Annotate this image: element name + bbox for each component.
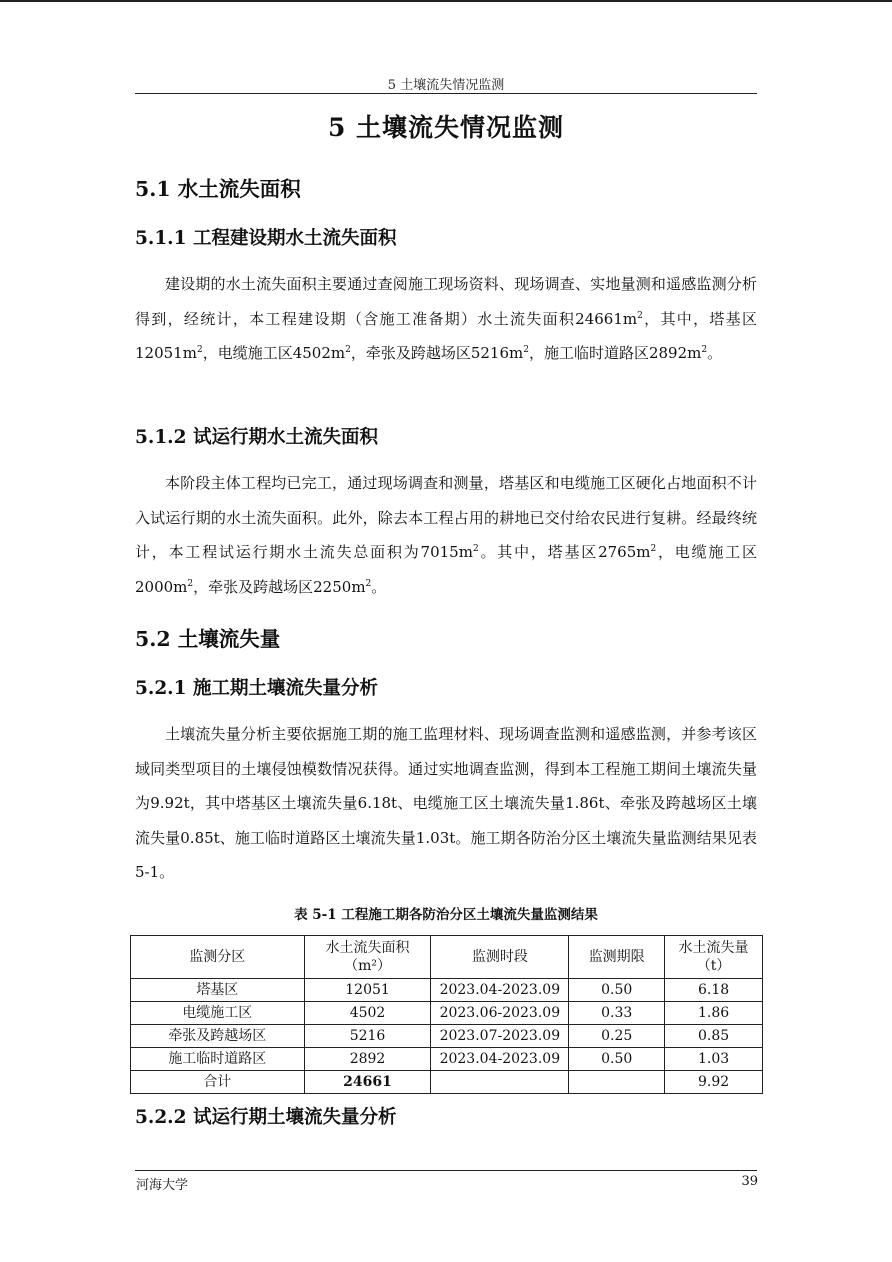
superscript: 2: [523, 345, 529, 355]
section-5-1-2-paragraph: [135, 466, 757, 604]
cell-zone: 电缆施工区: [131, 1002, 305, 1025]
superscript: 2: [472, 544, 479, 554]
para-text: 。其中，塔基区2765m: [478, 543, 651, 561]
header-loss: [665, 936, 763, 979]
table-total-row: [131, 1071, 763, 1094]
header-area-line1: 水土流失面积: [325, 940, 410, 956]
cell-loss: 1.03: [665, 1048, 763, 1071]
superscript: 2: [196, 345, 203, 355]
superscript: 2: [187, 578, 194, 589]
para-text: 建设期的水土流失面积主要通过查阅施工现场资料、现场调查、实地量测和遥感监测分析得到，经统计，本工程建设期（含施工准备期）水土流失面积24661m: [135, 275, 757, 328]
table-row: [131, 1025, 763, 1048]
cell-total-loss: 9.92: [665, 1071, 763, 1094]
superscript: 2: [345, 345, 351, 355]
cell-loss: 1.86: [665, 1002, 763, 1025]
table-row: [131, 1048, 763, 1071]
cell-zone: 施工临时道路区: [131, 1048, 305, 1071]
table-row: [131, 1002, 763, 1025]
para-text: ，牵张及跨越场区2250m: [193, 577, 366, 596]
superscript: 2: [637, 310, 643, 321]
cell-period: 2023.07-2023.09: [431, 1025, 569, 1048]
header-loss-unit: （t）: [696, 958, 731, 974]
section-5-2-1-heading: 5.2.1 施工期土壤流失量分析: [135, 678, 378, 699]
cell-total-area: 24661: [304, 1071, 431, 1094]
cell-loss: 6.18: [665, 979, 763, 1002]
cell-area: 12051: [304, 979, 431, 1002]
cell-total-label: 合计: [131, 1071, 305, 1094]
table-row: [131, 979, 763, 1002]
header-area-unit: （m²）: [344, 958, 391, 974]
para-text: 。: [707, 344, 723, 362]
para-text: 本阶段主体工程均已完工，通过现场调查和测量，塔基区和电缆施工区硬化占地面积不计入试运行期的水土流失面积。此外，除去本工程占用的耕地已交付给农民进行复耕。经最终统计，本工程试运行期水土流失总面积为7015m: [135, 474, 757, 561]
monitoring-results-table: [130, 935, 763, 1094]
cell-total-term: [569, 1071, 665, 1094]
footer-institution: 河海大学: [136, 1178, 189, 1193]
footer-rule: [135, 1170, 757, 1171]
page-top-border: [0, 0, 892, 2]
page-number: 39: [741, 1174, 758, 1189]
cell-zone: 塔基区: [131, 979, 305, 1002]
header-term: 监测期限: [569, 936, 665, 979]
cell-area: 2892: [304, 1048, 431, 1071]
cell-total-period: [431, 1071, 569, 1094]
cell-period: 2023.04-2023.09: [431, 979, 569, 1002]
cell-term: 0.25: [569, 1025, 665, 1048]
header-loss-line1: 水土流失量: [678, 940, 749, 956]
header-area: [304, 936, 431, 979]
table-header-row: [131, 936, 763, 979]
cell-term: 0.33: [569, 1002, 665, 1025]
header-zone: 监测分区: [131, 936, 305, 979]
para-text: ，电缆施工区2000m: [135, 543, 757, 596]
section-5-2-heading: 5.2 土壤流失量: [135, 627, 281, 651]
cell-period: 2023.04-2023.09: [431, 1048, 569, 1071]
section-5-1-1-paragraph: [135, 267, 757, 371]
cell-area: 4502: [304, 1002, 431, 1025]
para-text: ，施工临时道路区2892m: [528, 344, 702, 362]
cell-loss: 0.85: [665, 1025, 763, 1048]
section-5-1-2-heading: 5.1.2 试运行期水土流失面积: [135, 427, 378, 448]
cell-zone: 牵张及跨越场区: [131, 1025, 305, 1048]
section-5-1-1-heading: 5.1.1 工程建设期水土流失面积: [135, 228, 397, 249]
para-text: ，牵张及跨越场区5216m: [350, 344, 524, 362]
section-5-1-heading: 5.1 水土流失面积: [135, 177, 301, 201]
header-rule: [135, 93, 757, 94]
table-caption: 表 5-1 工程施工期各防治分区土壤流失量监测结果: [294, 907, 598, 923]
chapter-title: 5 土壤流失情况监测: [327, 113, 565, 142]
header-period: 监测时段: [431, 936, 569, 979]
cell-term: 0.50: [569, 979, 665, 1002]
para-text: ，其中，塔基区12051m: [135, 309, 757, 362]
superscript: 2: [701, 345, 708, 355]
section-5-2-2-heading: 5.2.2 试运行期土壤流失量分析: [135, 1107, 397, 1128]
running-header: 5 土壤流失情况监测: [387, 78, 505, 93]
cell-term: 0.50: [569, 1048, 665, 1071]
section-5-2-1-paragraph: 土壤流失量分析主要依据施工期的施工监理材料、现场调查监测和遥感监测，并参考该区域同类型项目的土壤侵蚀模数情况获得。通过实地调查监测，得到本工程施工期间土壤流失量为9.92t，其中塔基区土壤流失量6.18t、电缆施工区土壤流失量1.86t、牵张及跨越场区土壤流失量0.85t、施工临时道路区土壤流失量1.03t。施工期各防治分区土壤流失量监测结果见表5-1。: [135, 725, 757, 881]
cell-area: 5216: [304, 1025, 431, 1048]
para-text: 。: [371, 577, 387, 596]
superscript: 2: [650, 544, 657, 554]
cell-period: 2023.06-2023.09: [431, 1002, 569, 1025]
para-text: ，电缆施工区4502m: [202, 344, 346, 362]
superscript: 2: [365, 578, 372, 589]
